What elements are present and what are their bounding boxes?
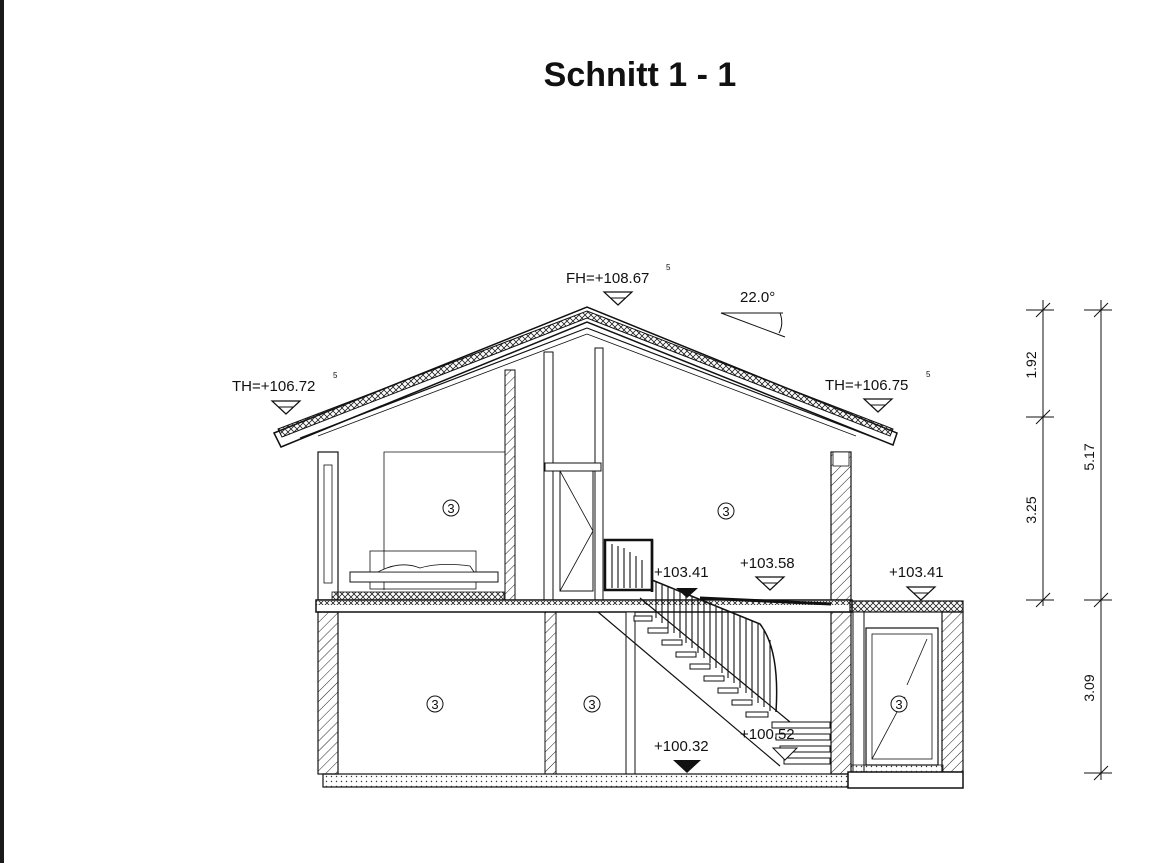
bed-furniture (350, 452, 505, 590)
roof-angle-text: 22.0° (740, 289, 776, 306)
dim-roof-height: 1.92 (1023, 351, 1039, 379)
svg-text:5: 5 (666, 263, 671, 272)
room-marker (718, 503, 734, 519)
svg-text:5: 5 (926, 370, 931, 379)
dim-upper-storey: 3.25 (1023, 496, 1039, 524)
roof-angle-indicator (721, 289, 785, 337)
level-marker-upper-mid (740, 555, 795, 590)
room-marker (891, 696, 907, 712)
level-upper-stair-text: +103.41 (654, 564, 709, 581)
eave-right-marker (825, 370, 931, 412)
level-marker-upper-right (889, 564, 944, 600)
dim-total-upper: 5.17 (1081, 443, 1097, 471)
room-marker (443, 500, 459, 516)
svg-text:3: 3 (447, 501, 455, 516)
ground-slab (323, 765, 963, 788)
floor-slab (316, 592, 963, 612)
level-landing-text: +100.52 (740, 726, 795, 743)
svg-text:3: 3 (431, 697, 439, 712)
ridge-height-text: FH=+108.67 (566, 270, 650, 287)
drawing-title: Schnitt 1 - 1 (543, 56, 737, 94)
eave-left-text: TH=+106.72 (232, 378, 316, 395)
room-marker (427, 696, 443, 712)
eave-left-marker (232, 371, 338, 414)
level-upper-mid-text: +103.58 (740, 555, 795, 572)
svg-text:3: 3 (895, 697, 903, 712)
level-marker-ground (654, 738, 709, 773)
level-upper-right-text: +103.41 (889, 564, 944, 581)
ridge-height-marker (566, 263, 671, 305)
svg-text:3: 3 (722, 504, 730, 519)
level-marker-landing (740, 726, 797, 760)
eave-right-text: TH=+106.75 (825, 377, 909, 394)
svg-text:5: 5 (333, 371, 338, 380)
level-ground-text: +100.32 (654, 738, 709, 755)
dimension-chain-inner (1026, 300, 1054, 607)
dim-ground-storey: 3.09 (1081, 674, 1097, 702)
svg-text:3: 3 (588, 697, 596, 712)
roof (274, 307, 897, 447)
room-marker (584, 696, 600, 712)
dimension-chain-outer (1084, 300, 1112, 780)
